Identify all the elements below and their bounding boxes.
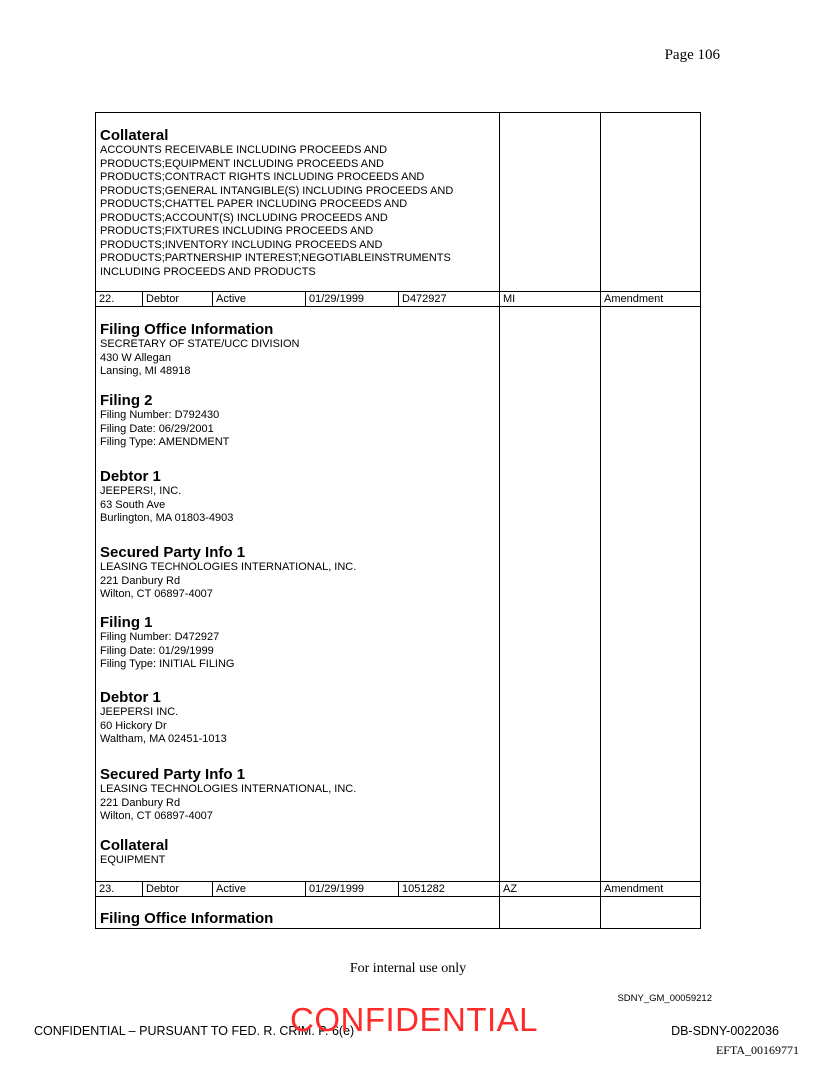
office-city: Lansing, MI 48918: [100, 365, 191, 377]
secured-party-name: LEASING TECHNOLOGIES INTERNATIONAL, INC.: [100, 561, 357, 573]
row-filing-number: D472927: [398, 292, 499, 306]
collateral-line: PRODUCTS;FIXTURES INCLUDING PROCEEDS AND: [100, 225, 374, 237]
collateral-line: EQUIPMENT: [100, 854, 166, 866]
column-divider-type: [600, 113, 601, 928]
filing-office-section: [100, 321, 500, 379]
row-status: Active: [212, 882, 305, 896]
table-row-22: [96, 292, 700, 306]
collateral-line: PRODUCTS;CONTRACT RIGHTS INCLUDING PROCEEDS AND: [100, 171, 425, 183]
debtor-1-section: [100, 689, 500, 747]
collateral-line: ACCOUNTS RECEIVABLE INCLUDING PROCEEDS AND: [100, 144, 388, 156]
row-type: Amendment: [600, 292, 700, 306]
section-title: Filing 2: [100, 392, 153, 409]
collateral-line: PRODUCTS;EQUIPMENT INCLUDING PROCEEDS AND: [100, 157, 385, 170]
section-title: Filing 1: [100, 614, 153, 631]
collateral-line: PRODUCTS;CHATTEL PAPER INCLUDING PROCEEDS AND: [100, 198, 408, 210]
confidential-notice: CONFIDENTIAL – PURSUANT TO FED. R. CRIM. P. 6(e): [34, 1024, 355, 1038]
table-row-23: [96, 882, 700, 896]
filing-type: Filing Type: INITIAL FILING: [100, 658, 235, 670]
row-type: Amendment: [600, 882, 700, 896]
bates-number-db: DB-SDNY-0022036: [671, 1024, 779, 1038]
section-title: Secured Party Info 1: [100, 544, 246, 561]
filing-office-section-next: [100, 910, 500, 927]
secured-party-name: LEASING TECHNOLOGIES INTERNATIONAL, INC.: [100, 783, 357, 795]
section-title: Debtor 1: [100, 689, 161, 706]
bates-number-efta: EFTA_00169771: [715, 1043, 799, 1057]
confidential-stamp: CONFIDENTIAL: [290, 1001, 539, 1038]
section-title: Secured Party Info 1: [100, 766, 246, 783]
section-title: Filing Office Information: [100, 321, 274, 338]
row-date: 01/29/1999: [305, 882, 398, 896]
filing-2-section: [100, 392, 500, 450]
office-name: SECRETARY OF STATE/UCC DIVISION: [100, 338, 300, 350]
collateral-line: PRODUCTS;INVENTORY INCLUDING PROCEEDS AND: [100, 238, 383, 251]
section-title: Filing Office Information: [100, 910, 274, 927]
collateral-section: [100, 837, 500, 868]
page-number: Page 106: [664, 47, 720, 63]
collateral-section-top: [100, 127, 500, 279]
row-role: Debtor: [142, 882, 212, 896]
section-title: Collateral: [100, 127, 169, 144]
row-state: MI: [499, 292, 600, 306]
secured-party-street: 221 Danbury Rd: [100, 796, 181, 809]
records-table: [95, 112, 701, 929]
secured-party-city: Wilton, CT 06897-4007: [100, 588, 213, 600]
secured-party-1-section: [100, 766, 500, 824]
section-title: Collateral: [100, 837, 169, 854]
filing-type: Filing Type: AMENDMENT: [100, 436, 230, 448]
collateral-line: PRODUCTS;ACCOUNT(S) INCLUDING PROCEEDS AND: [100, 211, 388, 224]
collateral-line: INCLUDING PROCEEDS AND PRODUCTS: [100, 265, 316, 278]
bates-number-sdny: SDNY_GM_00059212: [617, 993, 712, 1004]
row-date: 01/29/1999: [305, 292, 398, 306]
row-number: 22.: [99, 293, 115, 305]
collateral-line: PRODUCTS;GENERAL INTANGIBLE(S) INCLUDING PROCEEDS AND: [100, 184, 454, 197]
row-status: Active: [212, 292, 305, 306]
row-state: AZ: [499, 882, 600, 896]
secured-party-street: 221 Danbury Rd: [100, 574, 181, 587]
debtor-street: 63 South Ave: [100, 498, 166, 511]
filing-date: Filing Date: 06/29/2001: [100, 422, 214, 435]
secured-party-city: Wilton, CT 06897-4007: [100, 810, 213, 822]
debtor-city: Burlington, MA 01803-4903: [100, 512, 234, 524]
debtor-street: 60 Hickory Dr: [100, 719, 167, 732]
office-street: 430 W Allegan: [100, 351, 171, 364]
filing-date: Filing Date: 01/29/1999: [100, 644, 214, 657]
row-number: 23.: [99, 883, 115, 895]
collateral-line: PRODUCTS;PARTNERSHIP INTEREST;NEGOTIABLEINSTRUMENTS: [100, 252, 451, 264]
internal-use-note: For internal use only: [349, 961, 467, 976]
secured-party-1-section: [100, 544, 500, 602]
filing-1-section: [100, 614, 500, 672]
row-divider: [96, 896, 700, 897]
filing-number: Filing Number: D472927: [100, 631, 220, 643]
debtor-city: Waltham, MA 02451-1013: [100, 733, 227, 745]
debtor-1-section: [100, 468, 500, 526]
debtor-name: JEEPERS!, INC.: [100, 485, 182, 497]
row-divider: [96, 306, 700, 307]
section-title: Debtor 1: [100, 468, 161, 485]
debtor-name: JEEPERSI INC.: [100, 706, 179, 718]
row-filing-number: 1051282: [398, 882, 499, 896]
filing-number: Filing Number: D792430: [100, 409, 220, 421]
row-role: Debtor: [142, 292, 212, 306]
